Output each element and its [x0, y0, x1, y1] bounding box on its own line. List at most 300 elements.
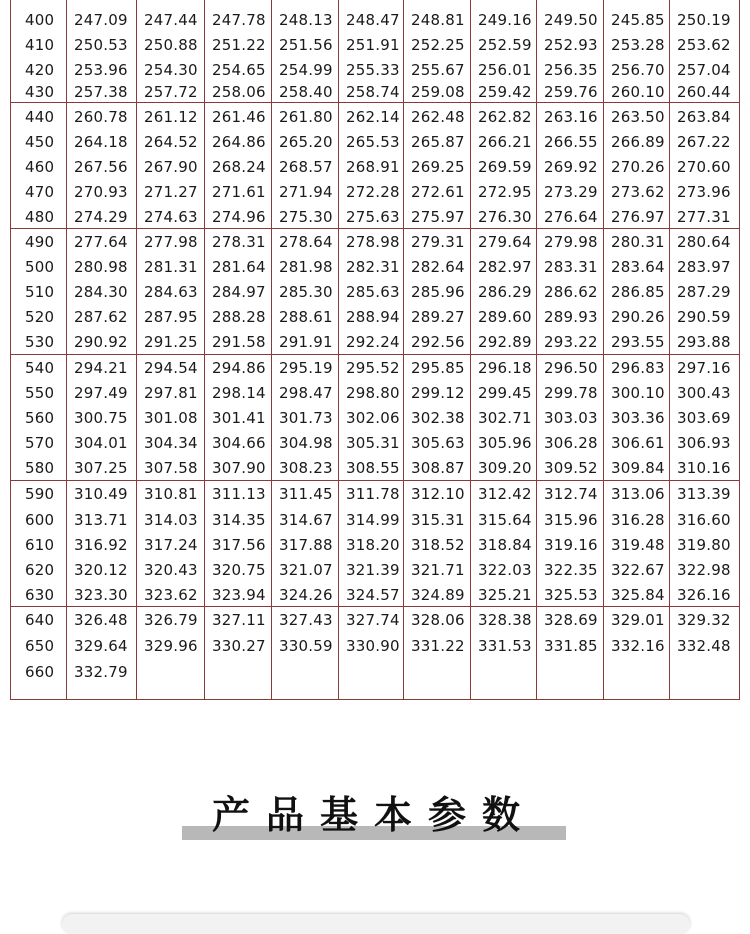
table-cell: 287.29 [677, 283, 731, 301]
table-cell: 263.16 [544, 108, 598, 126]
table-row [11, 634, 739, 659]
table-cell: 297.49 [74, 384, 128, 402]
table-cell: 314.99 [346, 511, 400, 529]
table-cell: 293.88 [677, 333, 731, 351]
table-cell: 277.31 [677, 208, 731, 226]
table-cell: 314.35 [212, 511, 266, 529]
table-cell: 287.95 [144, 308, 198, 326]
table-cell: 295.85 [411, 359, 465, 377]
table-row [11, 80, 739, 105]
table-cell: 261.80 [279, 108, 333, 126]
table-cell: 245.85 [611, 11, 665, 29]
table-row [11, 431, 739, 456]
table-cell: 308.23 [279, 459, 333, 477]
table-cell: 316.92 [74, 536, 128, 554]
row-temperature-label: 550 [25, 384, 55, 402]
table-cell: 247.78 [212, 11, 266, 29]
table-cell: 290.26 [611, 308, 665, 326]
table-cell: 283.64 [611, 258, 665, 276]
table-row [11, 105, 739, 130]
table-cell: 331.53 [478, 637, 532, 655]
table-cell: 327.11 [212, 611, 266, 629]
table-cell: 267.56 [74, 158, 128, 176]
table-cell: 272.28 [346, 183, 400, 201]
table-cell: 285.30 [279, 283, 333, 301]
section-heading [182, 790, 566, 842]
table-row [11, 482, 739, 507]
table-cell: 292.24 [346, 333, 400, 351]
table-cell: 316.28 [611, 511, 665, 529]
table-cell: 275.30 [279, 208, 333, 226]
table-cell: 315.96 [544, 511, 598, 529]
table-cell: 255.33 [346, 61, 400, 79]
table-cell: 322.35 [544, 561, 598, 579]
table-cell: 273.29 [544, 183, 598, 201]
table-cell: 290.59 [677, 308, 731, 326]
table-row [11, 155, 739, 180]
table-cell: 264.52 [144, 133, 198, 151]
table-cell: 323.94 [212, 586, 266, 604]
row-temperature-label: 520 [25, 308, 55, 326]
table-cell: 332.48 [677, 637, 731, 655]
table-cell: 300.43 [677, 384, 731, 402]
table-cell: 299.45 [478, 384, 532, 402]
table-cell: 329.96 [144, 637, 198, 655]
table-cell: 307.58 [144, 459, 198, 477]
table-cell: 332.16 [611, 637, 665, 655]
table-cell: 311.78 [346, 485, 400, 503]
table-cell: 325.21 [478, 586, 532, 604]
row-temperature-label: 540 [25, 359, 55, 377]
table-cell: 312.10 [411, 485, 465, 503]
table-cell: 314.67 [279, 511, 333, 529]
table-cell: 272.61 [411, 183, 465, 201]
table-cell: 305.63 [411, 434, 465, 452]
table-cell: 309.84 [611, 459, 665, 477]
table-cell: 326.79 [144, 611, 198, 629]
table-cell: 282.97 [478, 258, 532, 276]
table-cell: 299.78 [544, 384, 598, 402]
table-cell: 253.62 [677, 36, 731, 54]
table-cell: 249.50 [544, 11, 598, 29]
table-cell: 311.45 [279, 485, 333, 503]
table-cell: 323.30 [74, 586, 128, 604]
table-cell: 269.25 [411, 158, 465, 176]
table-cell: 292.89 [478, 333, 532, 351]
table-row [11, 33, 739, 58]
table-cell: 328.38 [478, 611, 532, 629]
table-cell: 328.69 [544, 611, 598, 629]
table-cell: 331.85 [544, 637, 598, 655]
table-cell: 281.31 [144, 258, 198, 276]
table-cell: 288.28 [212, 308, 266, 326]
table-cell: 295.19 [279, 359, 333, 377]
table-cell: 292.56 [411, 333, 465, 351]
table-cell: 313.06 [611, 485, 665, 503]
table-cell: 324.57 [346, 586, 400, 604]
table-cell: 274.29 [74, 208, 128, 226]
table-cell: 330.90 [346, 637, 400, 655]
table-cell: 281.64 [212, 258, 266, 276]
table-cell: 254.65 [212, 61, 266, 79]
table-cell: 248.47 [346, 11, 400, 29]
table-cell: 284.97 [212, 283, 266, 301]
table-cell: 330.59 [279, 637, 333, 655]
table-cell: 306.93 [677, 434, 731, 452]
table-cell: 303.69 [677, 409, 731, 427]
table-cell: 283.97 [677, 258, 731, 276]
table-cell: 269.92 [544, 158, 598, 176]
table-row [11, 583, 739, 608]
table-cell: 250.19 [677, 11, 731, 29]
row-temperature-label: 630 [25, 586, 55, 604]
table-cell: 259.08 [411, 83, 465, 101]
table-row [11, 558, 739, 583]
table-cell: 298.80 [346, 384, 400, 402]
table-cell: 303.03 [544, 409, 598, 427]
table-row [11, 660, 739, 685]
table-cell: 247.44 [144, 11, 198, 29]
row-temperature-label: 580 [25, 459, 55, 477]
table-cell: 265.87 [411, 133, 465, 151]
section-title: 产品基本参数 [211, 792, 536, 837]
table-cell: 291.91 [279, 333, 333, 351]
table-cell: 262.82 [478, 108, 532, 126]
table-cell: 260.44 [677, 83, 731, 101]
table-cell: 256.70 [611, 61, 665, 79]
table-cell: 280.98 [74, 258, 128, 276]
table-cell: 290.92 [74, 333, 128, 351]
table-cell: 279.64 [478, 233, 532, 251]
table-row [11, 533, 739, 558]
table-cell: 296.50 [544, 359, 598, 377]
table-cell: 261.12 [144, 108, 198, 126]
table-cell: 327.43 [279, 611, 333, 629]
table-row [11, 608, 739, 633]
table-cell: 299.12 [411, 384, 465, 402]
table-cell: 304.34 [144, 434, 198, 452]
table-cell: 329.32 [677, 611, 731, 629]
table-cell: 317.24 [144, 536, 198, 554]
table-cell: 273.96 [677, 183, 731, 201]
table-cell: 289.60 [478, 308, 532, 326]
table-cell: 322.67 [611, 561, 665, 579]
table-cell: 308.55 [346, 459, 400, 477]
table-cell: 309.52 [544, 459, 598, 477]
table-cell: 313.39 [677, 485, 731, 503]
table-cell: 288.61 [279, 308, 333, 326]
table-cell: 265.20 [279, 133, 333, 151]
table-cell: 316.60 [677, 511, 731, 529]
resistance-table [10, 0, 740, 700]
table-cell: 271.27 [144, 183, 198, 201]
table-cell: 320.75 [212, 561, 266, 579]
row-temperature-label: 610 [25, 536, 55, 554]
table-cell: 325.84 [611, 586, 665, 604]
table-cell: 329.64 [74, 637, 128, 655]
table-cell: 259.76 [544, 83, 598, 101]
table-cell: 279.31 [411, 233, 465, 251]
table-cell: 289.93 [544, 308, 598, 326]
table-cell: 268.91 [346, 158, 400, 176]
table-cell: 251.56 [279, 36, 333, 54]
table-cell: 294.86 [212, 359, 266, 377]
table-cell: 267.22 [677, 133, 731, 151]
table-cell: 254.30 [144, 61, 198, 79]
table-cell: 305.96 [478, 434, 532, 452]
table-cell: 315.64 [478, 511, 532, 529]
table-cell: 253.28 [611, 36, 665, 54]
table-cell: 252.93 [544, 36, 598, 54]
table-cell: 249.16 [478, 11, 532, 29]
table-cell: 310.16 [677, 459, 731, 477]
table-cell: 326.16 [677, 586, 731, 604]
table-cell: 278.31 [212, 233, 266, 251]
table-cell: 266.21 [478, 133, 532, 151]
table-cell: 327.74 [346, 611, 400, 629]
table-cell: 306.61 [611, 434, 665, 452]
row-temperature-label: 650 [25, 637, 55, 655]
table-cell: 312.42 [478, 485, 532, 503]
table-cell: 332.79 [74, 663, 128, 681]
table-cell: 256.01 [478, 61, 532, 79]
row-temperature-label: 560 [25, 409, 55, 427]
table-cell: 322.03 [478, 561, 532, 579]
table-row [11, 305, 739, 330]
table-cell: 296.83 [611, 359, 665, 377]
table-cell: 265.53 [346, 133, 400, 151]
table-row [11, 381, 739, 406]
table-cell: 330.27 [212, 637, 266, 655]
table-cell: 317.56 [212, 536, 266, 554]
table-cell: 323.62 [144, 586, 198, 604]
table-cell: 283.31 [544, 258, 598, 276]
table-cell: 258.40 [279, 83, 333, 101]
table-row [11, 330, 739, 355]
table-cell: 248.13 [279, 11, 333, 29]
table-cell: 296.18 [478, 359, 532, 377]
table-cell: 268.24 [212, 158, 266, 176]
table-cell: 320.12 [74, 561, 128, 579]
table-cell: 270.60 [677, 158, 731, 176]
table-cell: 298.14 [212, 384, 266, 402]
table-cell: 294.54 [144, 359, 198, 377]
table-cell: 314.03 [144, 511, 198, 529]
table-cell: 318.52 [411, 536, 465, 554]
row-temperature-label: 430 [25, 83, 55, 101]
table-cell: 252.25 [411, 36, 465, 54]
table-cell: 301.41 [212, 409, 266, 427]
table-cell: 251.22 [212, 36, 266, 54]
table-cell: 293.22 [544, 333, 598, 351]
table-cell: 331.22 [411, 637, 465, 655]
table-cell: 278.64 [279, 233, 333, 251]
table-cell: 291.25 [144, 333, 198, 351]
table-cell: 284.63 [144, 283, 198, 301]
table-cell: 320.43 [144, 561, 198, 579]
table-cell: 321.71 [411, 561, 465, 579]
table-cell: 266.89 [611, 133, 665, 151]
table-cell: 311.13 [212, 485, 266, 503]
table-cell: 305.31 [346, 434, 400, 452]
table-cell: 300.75 [74, 409, 128, 427]
table-cell: 264.86 [212, 133, 266, 151]
table-cell: 286.29 [478, 283, 532, 301]
table-row [11, 130, 739, 155]
table-cell: 317.88 [279, 536, 333, 554]
table-cell: 251.91 [346, 36, 400, 54]
row-temperature-label: 530 [25, 333, 55, 351]
table-cell: 291.58 [212, 333, 266, 351]
table-cell: 319.16 [544, 536, 598, 554]
row-temperature-label: 500 [25, 258, 55, 276]
table-row [11, 456, 739, 481]
table-row [11, 230, 739, 255]
row-temperature-label: 440 [25, 108, 55, 126]
row-temperature-label: 450 [25, 133, 55, 151]
table-cell: 287.62 [74, 308, 128, 326]
table-cell: 250.88 [144, 36, 198, 54]
row-temperature-label: 620 [25, 561, 55, 579]
table-cell: 302.71 [478, 409, 532, 427]
table-row [11, 8, 739, 33]
row-temperature-label: 470 [25, 183, 55, 201]
table-cell: 284.30 [74, 283, 128, 301]
table-cell: 307.90 [212, 459, 266, 477]
table-cell: 271.61 [212, 183, 266, 201]
row-temperature-label: 660 [25, 663, 55, 681]
table-cell: 324.26 [279, 586, 333, 604]
table-cell: 280.31 [611, 233, 665, 251]
table-cell: 285.96 [411, 283, 465, 301]
table-row [11, 180, 739, 205]
row-temperature-label: 570 [25, 434, 55, 452]
row-temperature-label: 600 [25, 511, 55, 529]
table-row [11, 406, 739, 431]
table-cell: 303.36 [611, 409, 665, 427]
table-cell: 280.64 [677, 233, 731, 251]
table-cell: 313.71 [74, 511, 128, 529]
table-cell: 254.99 [279, 61, 333, 79]
table-cell: 270.26 [611, 158, 665, 176]
table-cell: 262.48 [411, 108, 465, 126]
table-row [11, 205, 739, 230]
table-cell: 260.10 [611, 83, 665, 101]
table-cell: 267.90 [144, 158, 198, 176]
table-cell: 309.20 [478, 459, 532, 477]
table-cell: 276.64 [544, 208, 598, 226]
table-cell: 273.62 [611, 183, 665, 201]
table-cell: 266.55 [544, 133, 598, 151]
table-cell: 257.04 [677, 61, 731, 79]
table-cell: 259.42 [478, 83, 532, 101]
table-cell: 247.09 [74, 11, 128, 29]
row-temperature-label: 400 [25, 11, 55, 29]
table-cell: 268.57 [279, 158, 333, 176]
table-cell: 326.48 [74, 611, 128, 629]
table-cell: 322.98 [677, 561, 731, 579]
table-cell: 329.01 [611, 611, 665, 629]
table-cell: 293.55 [611, 333, 665, 351]
table-cell: 272.95 [478, 183, 532, 201]
row-temperature-label: 490 [25, 233, 55, 251]
table-cell: 271.94 [279, 183, 333, 201]
table-cell: 286.62 [544, 283, 598, 301]
table-row [11, 280, 739, 305]
table-cell: 260.78 [74, 108, 128, 126]
table-cell: 301.08 [144, 409, 198, 427]
table-cell: 270.93 [74, 183, 128, 201]
table-cell: 310.49 [74, 485, 128, 503]
table-cell: 258.74 [346, 83, 400, 101]
row-temperature-label: 410 [25, 36, 55, 54]
table-cell: 278.98 [346, 233, 400, 251]
table-cell: 324.89 [411, 586, 465, 604]
row-temperature-label: 510 [25, 283, 55, 301]
table-cell: 306.28 [544, 434, 598, 452]
table-cell: 250.53 [74, 36, 128, 54]
table-cell: 297.81 [144, 384, 198, 402]
table-cell: 304.01 [74, 434, 128, 452]
table-cell: 275.63 [346, 208, 400, 226]
table-row [11, 255, 739, 280]
table-cell: 276.97 [611, 208, 665, 226]
table-cell: 319.48 [611, 536, 665, 554]
table-cell: 297.16 [677, 359, 731, 377]
next-section-card [62, 914, 690, 934]
table-cell: 294.21 [74, 359, 128, 377]
table-cell: 269.59 [478, 158, 532, 176]
table-cell: 275.97 [411, 208, 465, 226]
table-cell: 321.07 [279, 561, 333, 579]
table-cell: 279.98 [544, 233, 598, 251]
table-cell: 319.80 [677, 536, 731, 554]
table-cell: 261.46 [212, 108, 266, 126]
table-cell: 277.98 [144, 233, 198, 251]
table-cell: 301.73 [279, 409, 333, 427]
table-cell: 321.39 [346, 561, 400, 579]
table-cell: 295.52 [346, 359, 400, 377]
table-cell: 276.30 [478, 208, 532, 226]
table-cell: 315.31 [411, 511, 465, 529]
table-cell: 257.38 [74, 83, 128, 101]
table-cell: 286.85 [611, 283, 665, 301]
table-cell: 285.63 [346, 283, 400, 301]
row-temperature-label: 480 [25, 208, 55, 226]
table-cell: 277.64 [74, 233, 128, 251]
row-temperature-label: 590 [25, 485, 55, 503]
table-cell: 264.18 [74, 133, 128, 151]
table-cell: 282.31 [346, 258, 400, 276]
table-cell: 248.81 [411, 11, 465, 29]
table-cell: 263.84 [677, 108, 731, 126]
table-cell: 302.38 [411, 409, 465, 427]
table-cell: 262.14 [346, 108, 400, 126]
table-cell: 256.35 [544, 61, 598, 79]
table-cell: 318.84 [478, 536, 532, 554]
table-cell: 325.53 [544, 586, 598, 604]
table-cell: 289.27 [411, 308, 465, 326]
table-cell: 253.96 [74, 61, 128, 79]
table-cell: 308.87 [411, 459, 465, 477]
table-cell: 304.66 [212, 434, 266, 452]
table-cell: 263.50 [611, 108, 665, 126]
table-cell: 258.06 [212, 83, 266, 101]
table-row [11, 356, 739, 381]
table-cell: 288.94 [346, 308, 400, 326]
table-cell: 274.96 [212, 208, 266, 226]
table-cell: 257.72 [144, 83, 198, 101]
